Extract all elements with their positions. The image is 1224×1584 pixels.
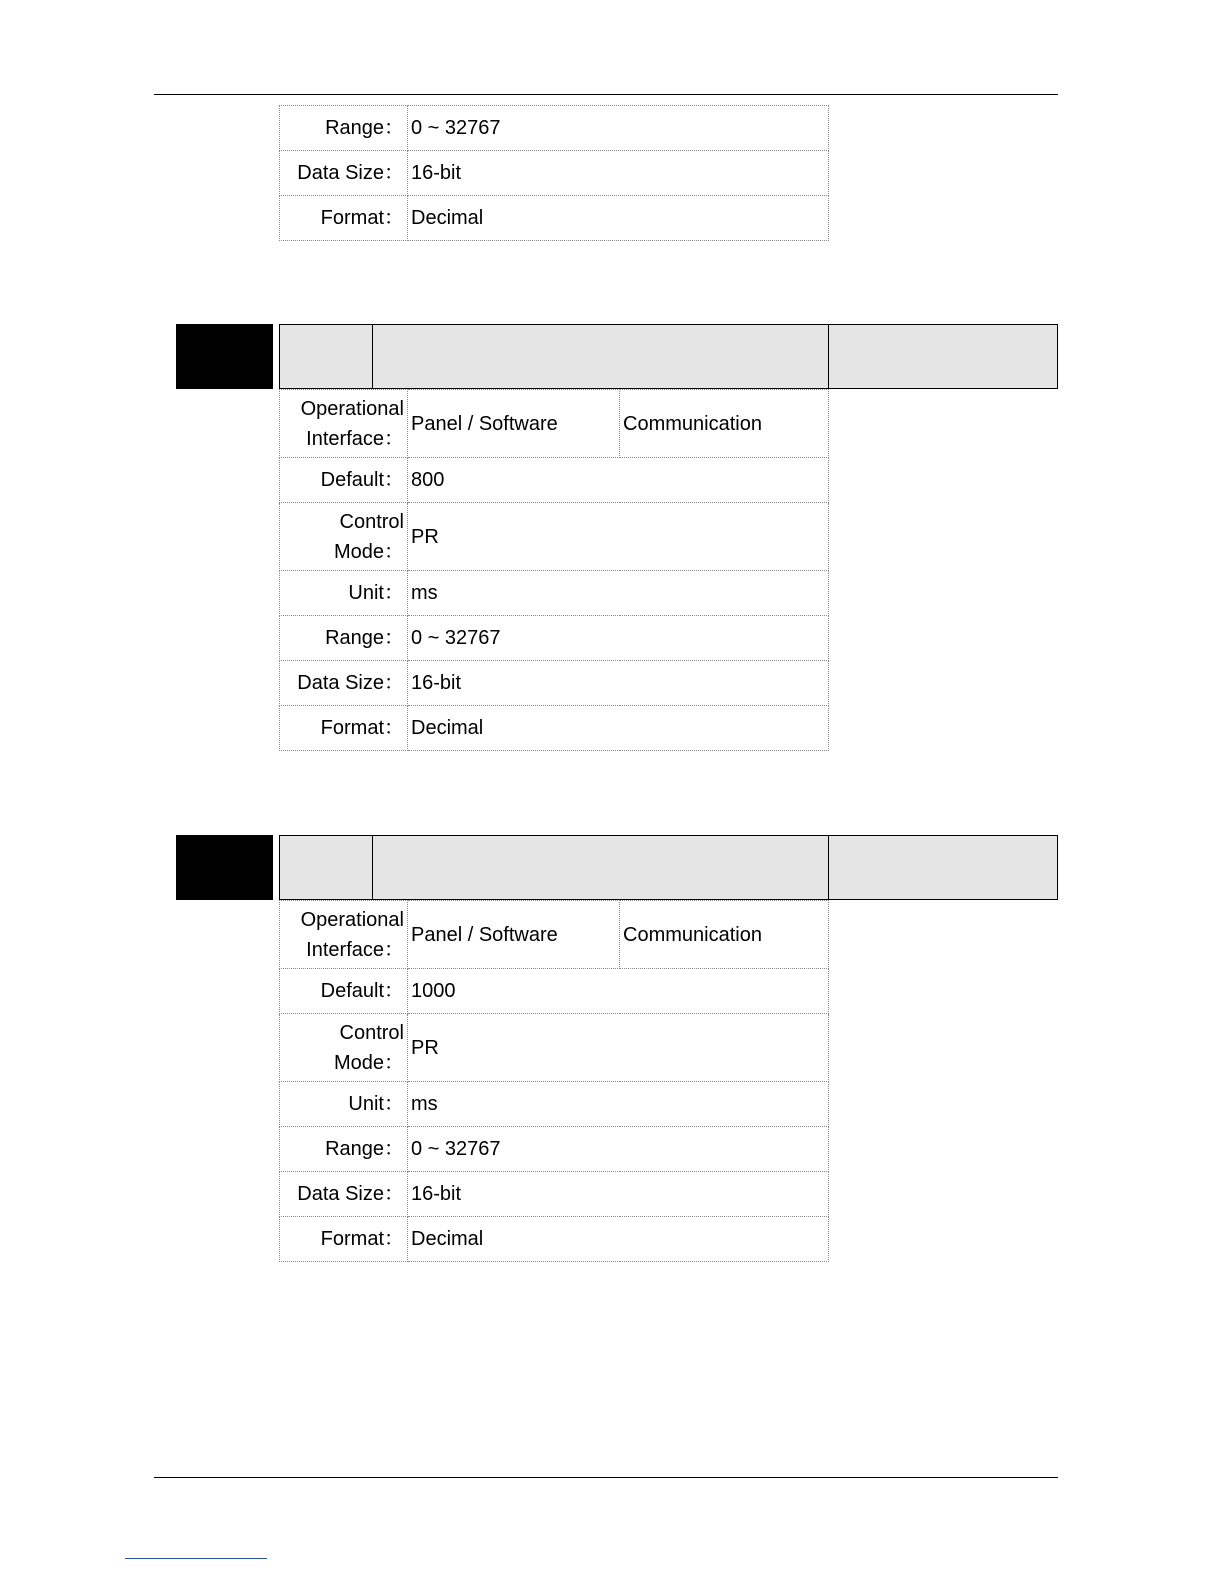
param-table [279,389,829,751]
param-name-cell [372,324,829,389]
range-label: Range： [280,1127,408,1172]
default-label: Default： [280,458,408,503]
unit-label: Unit： [280,1082,408,1127]
data-size-value: 16-bit [408,661,829,706]
control-mode-value: PR [408,503,829,571]
param-marker-block [176,835,273,900]
param-header-bar [176,324,1058,389]
interface-panel: Panel / Software [408,901,620,969]
data-size-value: 16-bit [408,1172,829,1217]
interface-label: Operational Interface： [280,901,408,969]
unit-label: Unit： [280,571,408,616]
default-value: 1000 [408,969,829,1014]
interface-communication: Communication [620,901,829,969]
param-header-bar [176,835,1058,900]
default-value: 800 [408,458,829,503]
control-mode-value: PR [408,1014,829,1082]
range-label: Range： [280,106,408,151]
range-value: 0 ~ 32767 [408,106,829,151]
param-table [279,900,829,1262]
footer-rule [154,1477,1058,1478]
range-value: 0 ~ 32767 [408,616,829,661]
format-value: Decimal [408,706,829,751]
param-address-cell [828,835,1058,900]
data-size-value: 16-bit [408,151,829,196]
default-label: Default： [280,969,408,1014]
header-rule [154,94,1058,95]
format-label: Format： [280,1217,408,1262]
control-mode-label: Control Mode： [280,1014,408,1082]
data-size-label: Data Size： [280,1172,408,1217]
unit-value: ms [408,1082,829,1127]
param-address-cell [828,324,1058,389]
param-table-continued [279,105,829,241]
footer-link-underline[interactable] [125,1558,267,1559]
interface-label: Operational Interface： [280,390,408,458]
interface-communication: Communication [620,390,829,458]
param-name-cell [372,835,829,900]
data-size-label: Data Size： [280,661,408,706]
range-label: Range： [280,616,408,661]
format-value: Decimal [408,196,829,241]
param-code-cell [279,324,373,389]
param-marker-block [176,324,273,389]
format-label: Format： [280,196,408,241]
interface-panel: Panel / Software [408,390,620,458]
param-code-cell [279,835,373,900]
unit-value: ms [408,571,829,616]
control-mode-label: Control Mode： [280,503,408,571]
range-value: 0 ~ 32767 [408,1127,829,1172]
format-label: Format： [280,706,408,751]
format-value: Decimal [408,1217,829,1262]
data-size-label: Data Size： [280,151,408,196]
